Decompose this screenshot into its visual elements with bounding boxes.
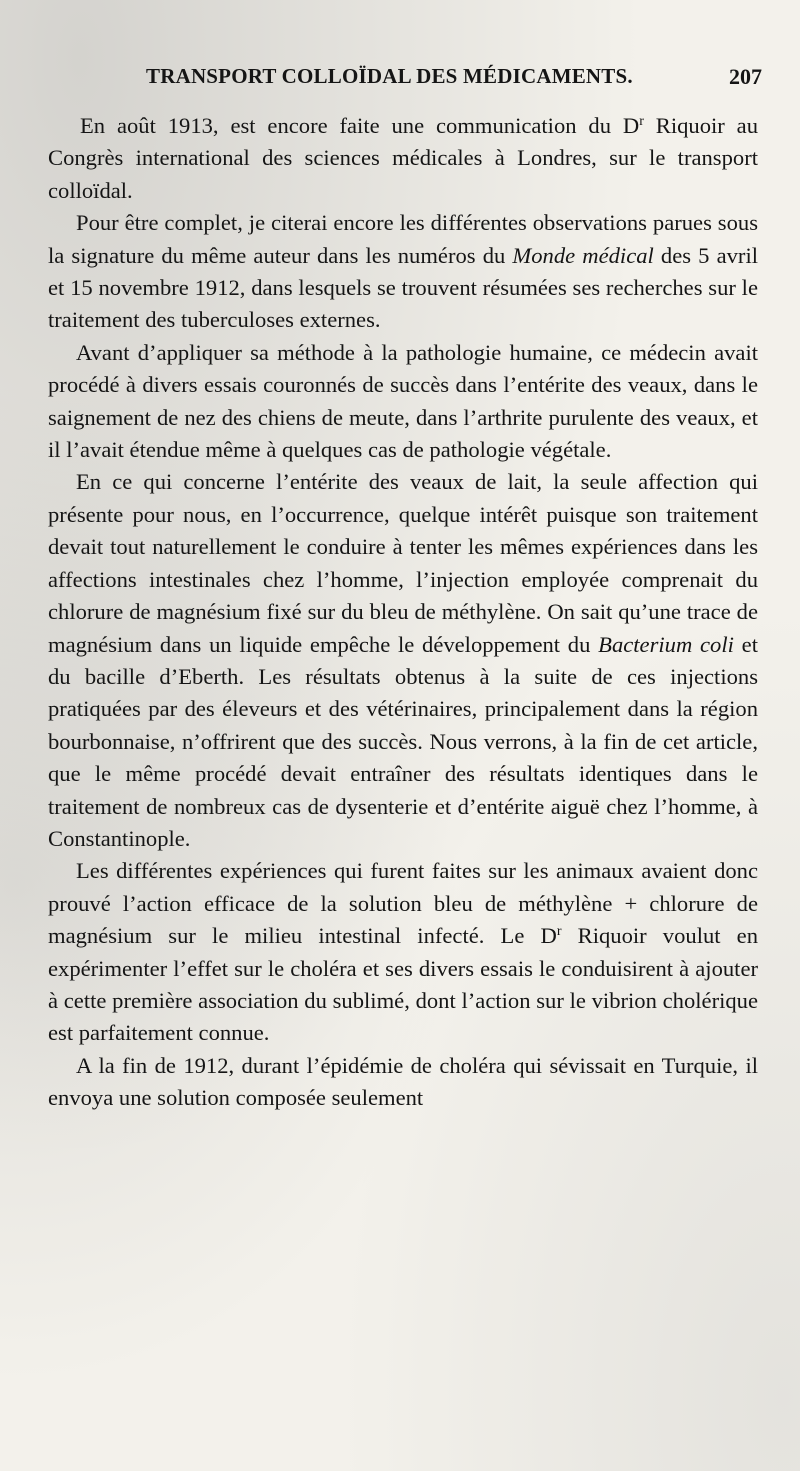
- paragraph-2: [48, 207, 758, 337]
- paragraph-4-text-b: et du bacille d’Eberth. Les résultats obtenus à la suite de ces injections pratiquées par des éleveurs et des vétérinaires, principalement dans la région bourbonnaise, n’offrirent que des succès. Nous verrons, à la fin de cet article, que le même procédé devait entraîner des résultats identiques dans le traitement de nombreux cas de dysenterie et d’entérite aiguë chez l’homme, à Constantinople.: [48, 631, 758, 851]
- superscript-r: r: [639, 114, 644, 129]
- paragraph-2-text-a: Pour être complet, je citerai encore les différentes observations parues sous la signature du même auteur dans les numéros du: [48, 210, 758, 268]
- journal-title-italic: Monde médical: [512, 242, 654, 268]
- body-text: [48, 110, 758, 1115]
- paragraph-6-text: A la fin de 1912, durant l’épidémie de choléra qui sévissait en Turquie, il envoya une solution composée seulement: [48, 1052, 758, 1111]
- paragraph-5-text-b: Riquoir voulut en expérimenter l’effet sur le choléra et ses divers essais le conduisirent à ajouter à cette première association du sublimé, dont l’action sur le vibrion cholérique est parfaitement connue.: [48, 923, 758, 1046]
- paragraph-4: [48, 466, 758, 855]
- paragraph-2-text-b: des 5 avril et 15 novembre 1912, dans lesquels se trouvent résumées ses recherches sur le traitement des tuberculoses externes.: [48, 242, 759, 333]
- paragraph-1-text-a: En août 1913, est encore faite une communication du D: [80, 113, 640, 138]
- page-number: 207: [729, 64, 762, 89]
- paragraph-5-text-a: Les différentes expériences qui furent faites sur les animaux avaient donc prouvé l’action efficace de la solution bleu de méthylène + chlorure de magnésium sur le milieu intestinal infecté. Le D: [48, 858, 758, 949]
- superscript-r: r: [556, 924, 562, 940]
- paragraph-6: [48, 1050, 758, 1115]
- bacterium-name-italic: Bacterium coli: [598, 631, 734, 657]
- paragraph-3-text: Avant d’appliquer sa méthode à la pathologie humaine, ce médecin avait procédé à divers essais couronnés de succès dans l’entérite des veaux, dans le saignement de nez des chiens de meute, dans l’arthrite purulente des veaux, et il l’avait étendue même à quelques cas de pathologie végétale.: [48, 339, 758, 463]
- paragraph-1-text-b: Riquoir au Congrès international des sciences médicales à Londres, sur le transport colloïdal.: [48, 113, 759, 203]
- paragraph-3: [48, 337, 758, 467]
- running-title: TRANSPORT COLLOÏDAL DES MÉDICAMENTS.: [146, 64, 633, 88]
- page-header: [100, 64, 762, 100]
- paragraph-1: [48, 110, 758, 207]
- paragraph-5: [48, 855, 758, 1049]
- paragraph-4-text-a: En ce qui concerne l’entérite des veaux de lait, la seule affection qui présente pour nous, en l’occurrence, quelque intérêt puisque son traitement devait tout naturellement le conduire à tenter les mêmes expériences dans les affections intestinales chez l’homme, l’injection employée comprenait du chlorure de magnésium fixé sur du bleu de méthylène. On sait qu’une trace de magnésium dans un liquide empêche le développement du: [48, 469, 758, 657]
